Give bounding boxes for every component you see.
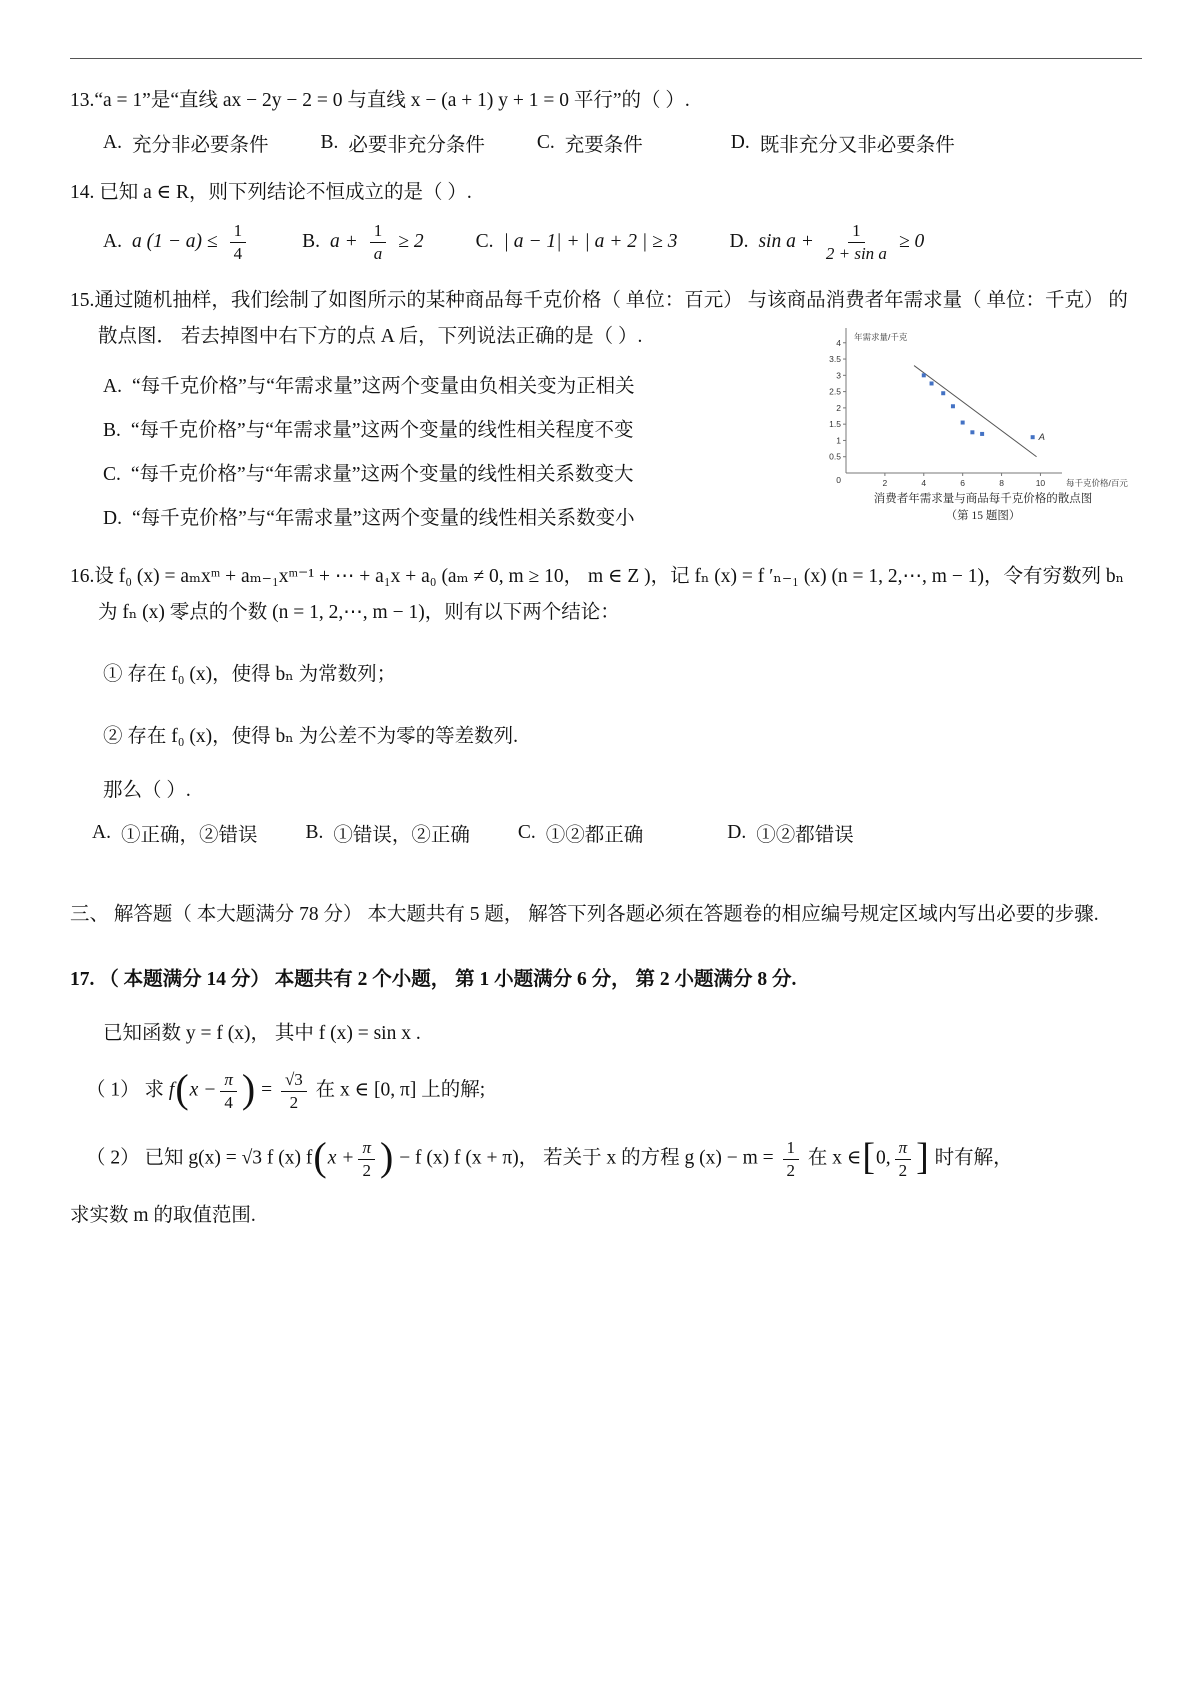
- q14-option-b: [302, 221, 424, 263]
- y-axis-title: 年需求量/千克: [854, 332, 908, 343]
- option-label: A.: [103, 132, 122, 154]
- chart-point: [922, 374, 926, 378]
- math-expression: ≥ 2: [398, 231, 424, 253]
- y-tick-label: 0.5: [829, 451, 841, 462]
- question-17-given: 已知函数 y = f (x)， 其中 f (x) = sin x .: [103, 1023, 421, 1045]
- math-expression: | a − 1| + | a + 2 | ≥ 3: [503, 231, 678, 253]
- chart-point: [941, 391, 945, 395]
- question-16-item2: ② 存在 f₀ (x)，使得 bₙ 为公差不为零的等差数列.: [103, 726, 518, 748]
- question-14-options: [70, 221, 1142, 263]
- fraction-1-over-2: [783, 1138, 800, 1180]
- fraction: [370, 221, 387, 263]
- fraction-pi-over-2: [358, 1138, 375, 1180]
- option-label: A.: [103, 231, 122, 253]
- question-15-stem: 15.通过随机抽样，我们绘制了如图所示的某种商品每千克价格（ 单位：百元） 与该商品消费者年需求量（ 单位：千克） 的散点图． 若去掉图中右下方的点 A 后，下列说法正确的是（ ）.: [70, 290, 1128, 348]
- chart-point: [970, 431, 974, 435]
- part1-lead: （ 1） 求: [86, 1079, 165, 1101]
- big-left-bracket: [: [862, 1136, 875, 1179]
- question-15-options: [70, 365, 730, 541]
- scatter-figure: [818, 323, 1148, 526]
- page-top-divider: [70, 58, 1142, 59]
- chart-point: [951, 404, 955, 408]
- option-text: 必要非充分条件: [348, 135, 485, 157]
- q15-option-c: [70, 453, 730, 497]
- option-label: D.: [730, 132, 750, 154]
- option-label: C.: [517, 822, 536, 844]
- math-expression: sin a +: [758, 231, 814, 253]
- fraction-numerator: 1: [848, 221, 865, 243]
- y-tick-label: 2.5: [829, 386, 841, 397]
- fraction-denominator: 4: [233, 243, 243, 263]
- fraction-denominator: 2 + sin a: [825, 243, 887, 263]
- math-expression: a (1 − a) ≤: [131, 231, 218, 253]
- fraction-sqrt3-over-2: [281, 1070, 307, 1112]
- x-axis-title: 每千克价格/百元: [1066, 478, 1128, 489]
- option-label: C.: [536, 132, 555, 154]
- q14-option-d: [729, 221, 924, 263]
- question-17-part1: [70, 1062, 1142, 1120]
- y-tick-label: 1: [836, 435, 841, 446]
- function-name: f: [168, 1079, 175, 1101]
- y-tick-label: 2: [836, 403, 841, 414]
- option-text: ①正确，②错误: [120, 825, 258, 847]
- fraction-pi-over-2: [895, 1138, 912, 1180]
- option-text: “每千克价格”与“年需求量”这两个变量的线性相关系数变大: [130, 464, 634, 486]
- y-tick-label: 3.5: [829, 354, 841, 365]
- q13-option-c: [537, 129, 643, 157]
- question-14: [70, 175, 1142, 263]
- option-label: C.: [103, 464, 121, 486]
- trend-line: [914, 366, 1037, 457]
- point-a-label: A: [1038, 432, 1046, 444]
- fraction-denominator: a: [373, 243, 383, 263]
- question-15: [70, 283, 1142, 541]
- fraction-numerator: π: [358, 1138, 375, 1160]
- x-tick-label: 4: [921, 478, 927, 489]
- q15-option-b: [70, 409, 730, 453]
- fraction-numerator: π: [895, 1138, 912, 1160]
- figure-caption-subtitle: （第 15 题图）: [945, 510, 1021, 523]
- q13-option-d: [731, 129, 955, 157]
- scatter-svg: [818, 323, 1148, 491]
- q13-option-b: [320, 129, 484, 157]
- option-text: ①错误，②正确: [333, 825, 470, 847]
- equals-sign: =: [261, 1079, 273, 1101]
- option-label: C.: [475, 231, 494, 253]
- question-17-header: 17. （ 本题满分 14 分） 本题共有 2 个小题， 第 1 小题满分 6 分， 第 2 小题满分 8 分.: [70, 969, 797, 990]
- y-tick-label: 3: [836, 370, 841, 381]
- question-13-options: [70, 129, 1142, 157]
- q16-option-b: [305, 819, 469, 847]
- x-tick-label: 8: [999, 478, 1004, 489]
- option-label: B.: [302, 231, 320, 253]
- part2-mid-expression: − f (x) f (x + π)， 若关于 x 的方程 g (x) − m =: [399, 1147, 774, 1169]
- option-text: “每千克价格”与“年需求量”这两个变量的线性相关程度不变: [130, 420, 634, 442]
- part2-tail: 时有解，: [934, 1147, 1013, 1169]
- big-left-paren: (: [313, 1134, 327, 1180]
- option-text: 充分非必要条件: [131, 135, 269, 157]
- question-16-stem: 16.设 f₀ (x) = aₘxᵐ + aₘ₋₁xᵐ⁻¹ + ⋯ + a₁x + a₀ (aₘ ≠ 0, m ≥ 10， m ∈ Z )，记 fₙ (x) = f ′ₙ₋₁ (x) (n = 1, 2,⋯, m − 1)，令有穷数列 bₙ 为 fₙ (x) 零点的个数 (n = 1, 2,⋯, m − 1)，则有以下两个结论：: [70, 565, 1125, 623]
- part2-lead: （ 2） 已知 g(x) = √3 f (x) f: [86, 1147, 313, 1169]
- figure-caption-title: 消费者年需求量与商品每千克价格的散点图: [873, 493, 1093, 506]
- fraction-numerator: √3: [281, 1070, 307, 1092]
- option-label: D.: [727, 822, 747, 844]
- question-16-then: 那么（ ）.: [103, 780, 191, 802]
- chart-point-a: [1031, 435, 1035, 439]
- option-text: 既非充分又非必要条件: [759, 135, 955, 157]
- fraction-denominator: 2: [898, 1160, 908, 1180]
- q16-option-c: [518, 819, 643, 847]
- chart-point: [961, 421, 965, 425]
- option-label: B.: [305, 822, 324, 844]
- option-text: “每千克价格”与“年需求量”这两个变量由负相关变为正相关: [131, 376, 635, 398]
- q16-option-d: [727, 819, 853, 847]
- x-tick-label: 6: [960, 478, 966, 489]
- y-tick-label: 4: [836, 337, 841, 348]
- chart-point: [930, 382, 934, 386]
- part2-mid2: 在 x ∈: [807, 1147, 862, 1169]
- fraction-denominator: 2: [289, 1092, 299, 1112]
- option-label: D.: [729, 231, 749, 253]
- fraction-numerator: 1: [370, 221, 387, 243]
- fraction-numerator: π: [220, 1070, 237, 1092]
- part2-inner-expression: x +: [327, 1147, 355, 1169]
- question-16-item1: ① 存在 f₀ (x)，使得 bₙ 为常数列；: [103, 663, 397, 685]
- option-label: B.: [103, 420, 121, 442]
- fraction-numerator: 1: [783, 1138, 800, 1160]
- option-label: A.: [92, 822, 111, 844]
- big-right-bracket: ]: [916, 1136, 929, 1179]
- question-17-part2: [70, 1130, 1142, 1188]
- option-text: ①②都正确: [545, 825, 644, 847]
- q15-option-a: [70, 365, 730, 409]
- q15-option-d: [70, 497, 730, 541]
- section-3-heading: 三、 解答题（ 本大题满分 78 分） 本大题共有 5 题， 解答下列各题必须在答题卷的相应编号规定区域内写出必要的步骤.: [70, 904, 1099, 926]
- question-17-closing: 求实数 m 的取值范围.: [70, 1205, 256, 1227]
- fraction-denominator: 2: [362, 1160, 371, 1180]
- big-right-paren: ): [241, 1066, 256, 1112]
- question-16: [70, 559, 1142, 847]
- fraction: [230, 221, 247, 263]
- fraction-denominator: 4: [224, 1092, 233, 1112]
- q13-option-a: [103, 129, 268, 157]
- question-17: [70, 962, 1142, 1234]
- option-text: 充要条件: [564, 135, 643, 157]
- x-tick-label: 10: [1035, 478, 1046, 489]
- origin-label: 0: [836, 475, 841, 486]
- option-label: A.: [103, 376, 122, 398]
- big-left-paren: (: [175, 1066, 189, 1112]
- x-tick-label: 2: [882, 478, 888, 489]
- math-expression: a +: [329, 231, 358, 253]
- q14-option-c: [476, 231, 678, 253]
- interval-start: 0,: [875, 1147, 891, 1169]
- question-13: [70, 83, 1142, 157]
- option-text: “每千克价格”与“年需求量”这两个变量的线性相关系数变小: [131, 507, 635, 529]
- question-13-stem: 13.“a = 1”是“直线 ax − 2y − 2 = 0 与直线 x − (a + 1) y + 1 = 0 平行”的（ ）.: [70, 90, 690, 111]
- q14-option-a: [103, 221, 250, 263]
- fraction: [826, 221, 887, 263]
- math-expression: ≥ 0: [898, 231, 925, 253]
- chart-point: [980, 432, 984, 436]
- fraction-pi-over-4: [220, 1070, 237, 1112]
- question-14-stem: 14. 已知 a ∈ R，则下列结论不恒成立的是（ ）.: [70, 182, 472, 204]
- fraction-numerator: 1: [230, 221, 247, 243]
- option-label: D.: [103, 507, 122, 529]
- option-text: ①②都错误: [756, 825, 854, 847]
- option-label: B.: [320, 132, 339, 154]
- part1-inner-expression: x −: [189, 1079, 217, 1101]
- question-16-options: [70, 819, 1142, 847]
- y-tick-label: 1.5: [829, 419, 841, 430]
- q16-option-a: [92, 819, 257, 847]
- part1-tail: 在 x ∈ [0, π] 上的解;: [315, 1079, 486, 1101]
- big-right-paren: ): [379, 1134, 394, 1180]
- fraction-denominator: 2: [786, 1160, 796, 1180]
